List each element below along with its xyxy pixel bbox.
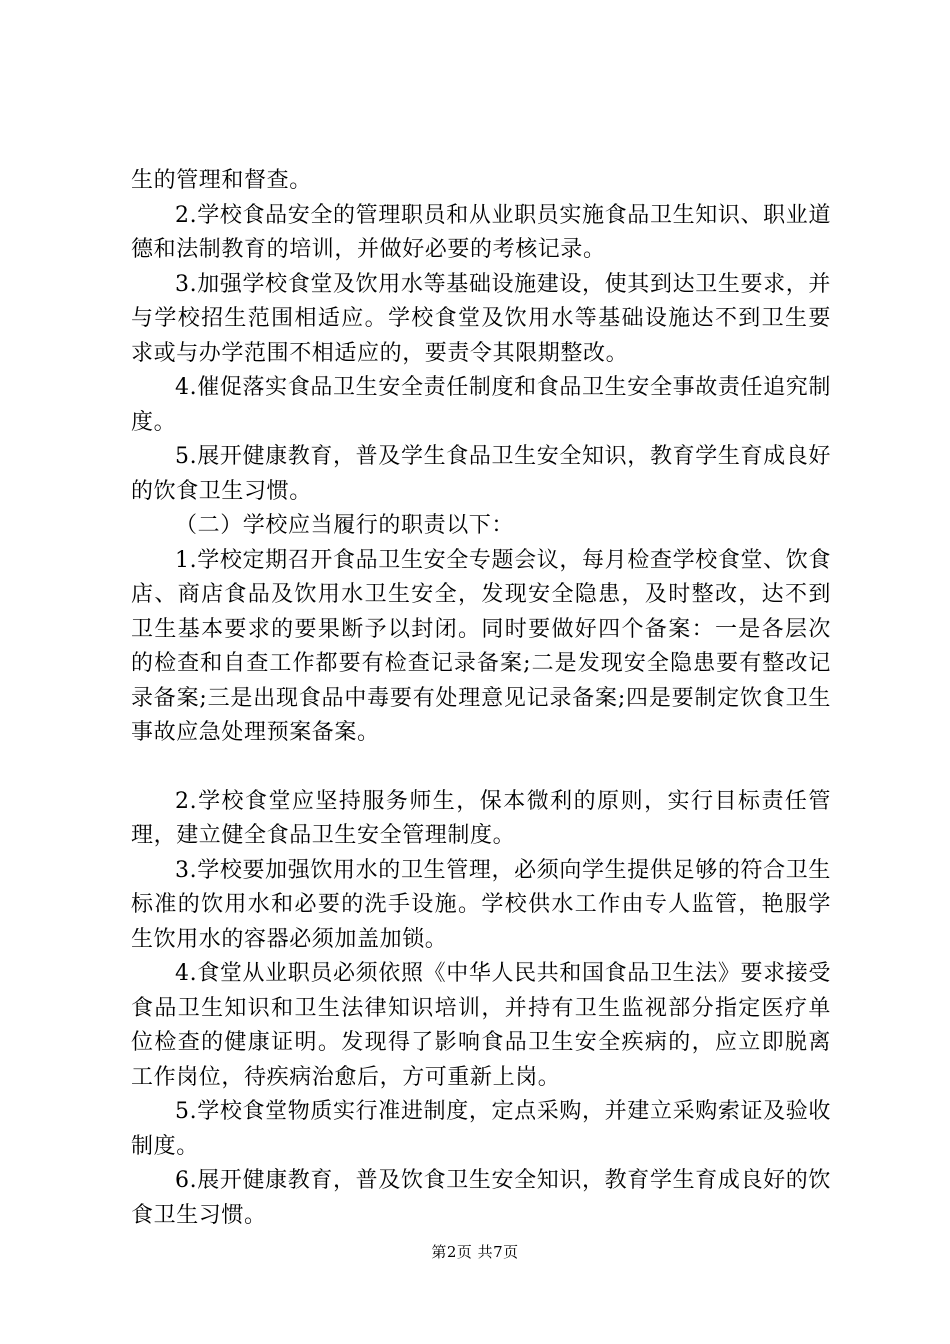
section-heading-2: （二）学校应当履行的职责以下： (175, 513, 515, 538)
paragraph-item-1-2: 2.学校食品安全的管理职员和从业职员实施食品卫生知识、职业道德和法制教育的培训，并做好必要的考核记录。 (131, 202, 831, 262)
paragraph-item-2-2: 2.学校食堂应坚持服务师生，保本微利的原则，实行目标责任管理，建立健全食品卫生安全管理制度。 (131, 788, 831, 848)
blank-line (131, 751, 831, 785)
paragraph-continuation: 生的管理和督查。 (131, 168, 312, 193)
paragraph-item-2-1: 1.学校定期召开食品卫生安全专题会议，每月检查学校食堂、饮食店、商店食品及饮用水卫生安全，发现安全隐患，及时整改，达不到卫生基本要求的要果断予以封闭。同时要做好四个备案：一是各层次的检查和自查工作都要有检查记录备案;二是发现安全隐患要有整改记录备案;三是出现食品中毒要有处理意见记录备案;四是要制定饮食卫生事故应急处理预案备案。 (131, 547, 831, 745)
paragraph-item-1-3: 3.加强学校食堂及饮用水等基础设施建设，使其到达卫生要求，并与学校招生范围相适应。学校食堂及饮用水等基础设施达不到卫生要求或与办学范围不相适应的，要责令其限期整改。 (131, 271, 831, 366)
paragraph-item-1-5: 5.展开健康教育，普及学生食品卫生安全知识，教育学生育成良好的饮食卫生习惯。 (131, 444, 831, 504)
paragraph-item-2-3: 3.学校要加强饮用水的卫生管理，必须向学生提供足够的符合卫生标准的饮用水和必要的洗手设施。学校供水工作由专人监管，艳服学生饮用水的容器必须加盖加锁。 (131, 857, 831, 952)
paragraph-item-2-4: 4.食堂从业职员必须依照《中华人民共和国食品卫生法》要求接受食品卫生知识和卫生法律知识培训，并持有卫生监视部分指定医疗单位检查的健康证明。发现得了影响食品卫生安全疾病的，应立即脱离工作岗位，待疾病治愈后，方可重新上岗。 (131, 961, 831, 1090)
paragraph-item-2-6: 6.展开健康教育，普及饮食卫生安全知识，教育学生育成良好的饮食卫生习惯。 (131, 1168, 831, 1228)
paragraph-item-2-5: 5.学校食堂物质实行准进制度，定点采购，并建立采购索证及验收制度。 (131, 1099, 831, 1159)
paragraph-item-1-4: 4.催促落实食品卫生安全责任制度和食品卫生安全事故责任追究制度。 (131, 375, 831, 435)
page-number-footer: 第2页 共7页 (431, 1243, 519, 1261)
document-body (131, 164, 831, 1233)
